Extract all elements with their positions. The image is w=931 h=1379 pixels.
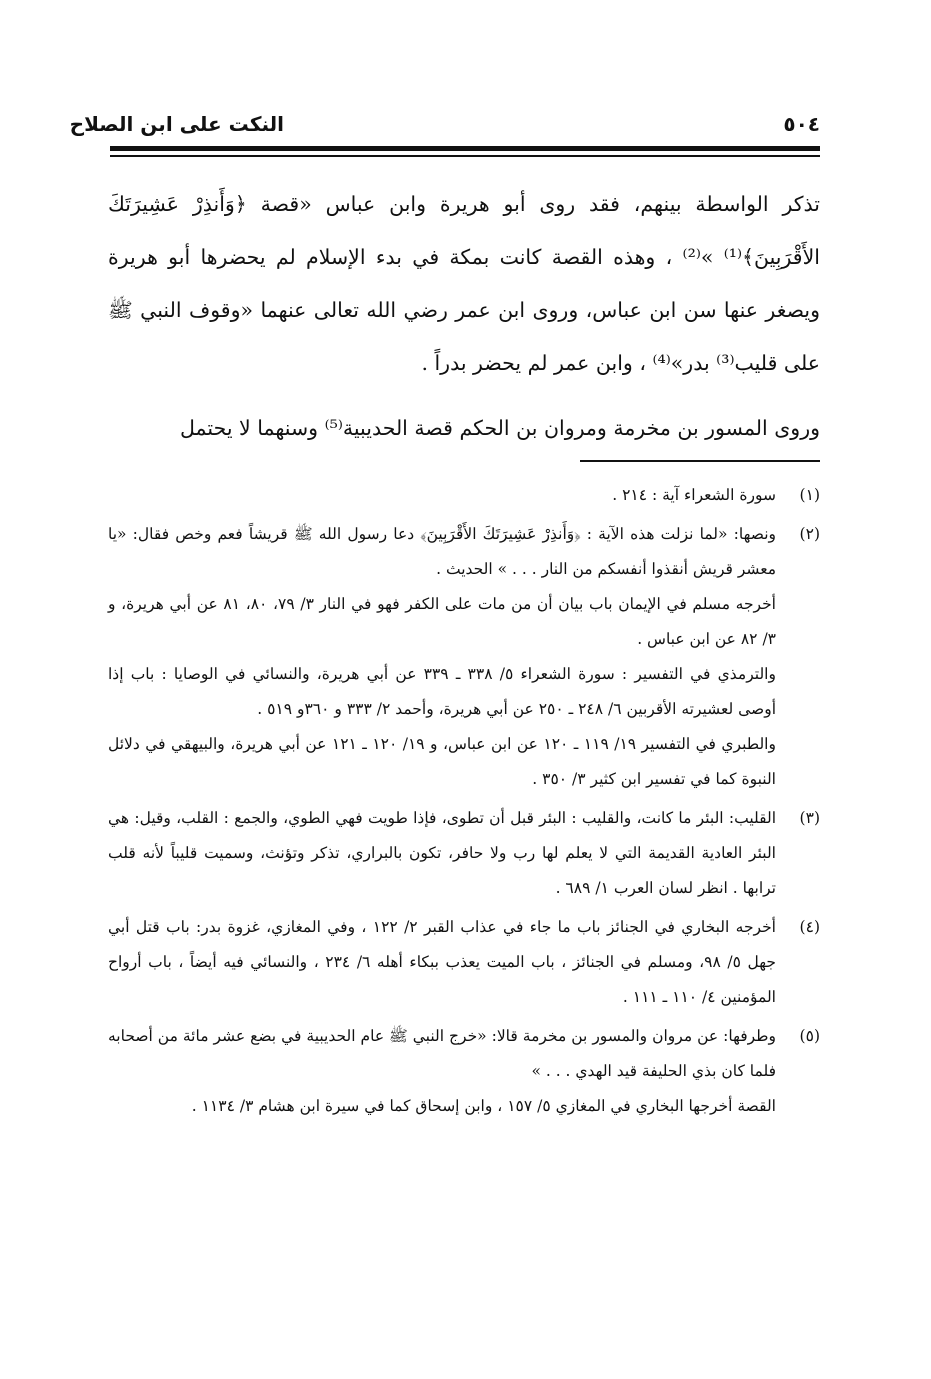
- footnote-line: القليب: البئر ما كانت، والقليب : البئر قبل أن تطوى، فإذا طويت فهي الطوي، والجمع : القلب، وقيل: هي البئر العادية القديمة التي لا يعلم لها رب ولا حافر، تكون بالبراري، تذكر وتؤنث، وسميت قليباً لأنه قلب ترابها . انظر لسان العرب ١/ ٦٨٩ .: [108, 809, 776, 897]
- footnote-number: (٤): [799, 918, 820, 936]
- body-paragraph: تذكر الواسطة بينهم، فقد روى أبو هريرة وابن عباس «قصة ﴿وَأَنذِرْ عَشِيرَتَكَ الأَقْرَبِينَ﴾⁽¹⁾ »⁽²⁾ ، وهذه القصة كانت بمكة في بدء الإسلام لم يحضرها أبو هريرة ويصغر عنها سن ابن عباس، وروى ابن عمر رضي الله تعالى عنهما «وقوف النبي ﷺ على قليب⁽³⁾ بدر»⁽⁴⁾ ، وابن عمر لم يحضر بدراً .: [108, 192, 820, 375]
- footnote-2: [108, 517, 820, 797]
- footnote-4: [108, 910, 820, 1015]
- footnote-line: أخرجه مسلم في الإيمان باب بيان أن من مات على الكفر فهو في النار ٣/ ٧٩، ٨٠، ٨١ عن أبي هريرة، و ٣/ ٨٢ عن ابن عباس .: [108, 595, 776, 648]
- footnote-1: [108, 478, 820, 513]
- running-header: [69, 108, 820, 144]
- footnote-3: [108, 801, 820, 906]
- footnote-number: (٢): [799, 525, 820, 543]
- footnote-line: سورة الشعراء آية : ٢١٤ .: [612, 486, 776, 504]
- footnote-line: ونصها: «لما نزلت هذه الآية : ﴿وَأَنذِرْ عَشِيرَتَكَ الأَقْرَبِينَ﴾ دعا رسول الله ﷺ قريشاً فعم وخص فقال: «يا معشر قريش أنقذوا أنفسكم من النار . . . » الحديث .: [108, 525, 776, 578]
- header-rule-thick: [110, 146, 820, 151]
- footnotes: [108, 478, 820, 1124]
- footnote-number: (٥): [799, 1027, 820, 1045]
- footnote-line: وطرفها: عن مروان والمسور بن مخرمة قالا: «خرج النبي ﷺ عام الحديبية في بضع عشر مائة من أصحابه فلما كان بذي الحليفة قيد الهدي . . . »: [108, 1027, 776, 1080]
- header-rule-thin: [110, 155, 820, 157]
- footnote-separator: [580, 460, 820, 462]
- page-number: ٥٠٤: [783, 112, 820, 136]
- main-text: [108, 178, 820, 455]
- footnote-number: (١): [799, 486, 820, 504]
- footnote-line: والترمذي في التفسير : سورة الشعراء ٥/ ٣٣٨ ـ ٣٣٩ عن أبي هريرة، والنسائي في الوصايا : باب إذا أوصى لعشيرته الأقربين ٦/ ٢٤٨ ـ ٢٥٠ عن أبي هريرة، وأحمد ٢/ ٣٣٣ و ٣٦٠و ٥١٩ .: [108, 665, 776, 718]
- running-title: النكت على ابن الصلاح: [69, 112, 284, 136]
- footnote-line: والطبري في التفسير ١٩/ ١١٩ ـ ١٢٠ عن ابن عباس، و ١٩/ ١٢٠ ـ ١٢١ عن أبي هريرة، والبيهقي في دلائل النبوة كما في تفسير ابن كثير ٣/ ٣٥٠ .: [108, 735, 776, 788]
- footnote-number: (٣): [799, 809, 820, 827]
- footnote-line: القصة أخرجها البخاري في المغازي ٥/ ١٥٧ ، وابن إسحاق كما في سيرة ابن هشام ٣/ ١١٣٤ .: [191, 1097, 776, 1115]
- footnote-line: أخرجه البخاري في الجنائز باب ما جاء في عذاب القبر ٢/ ١٢٢ ، وفي المغازي، غزوة بدر: باب قتل أبي جهل ٥/ ٩٨، ومسلم في الجنائز ، باب الميت يعذب ببكاء أهله ٦/ ٢٣٤ ، والنسائي فيه أيضاً ، باب أرواح المؤمنين ٤/ ١١٠ ـ ١١١ .: [108, 918, 776, 1006]
- body-paragraph: وروى المسور بن مخرمة ومروان بن الحكم قصة الحديبية⁽⁵⁾ وسنهما لا يحتمل: [180, 416, 820, 440]
- footnote-5: [108, 1019, 820, 1124]
